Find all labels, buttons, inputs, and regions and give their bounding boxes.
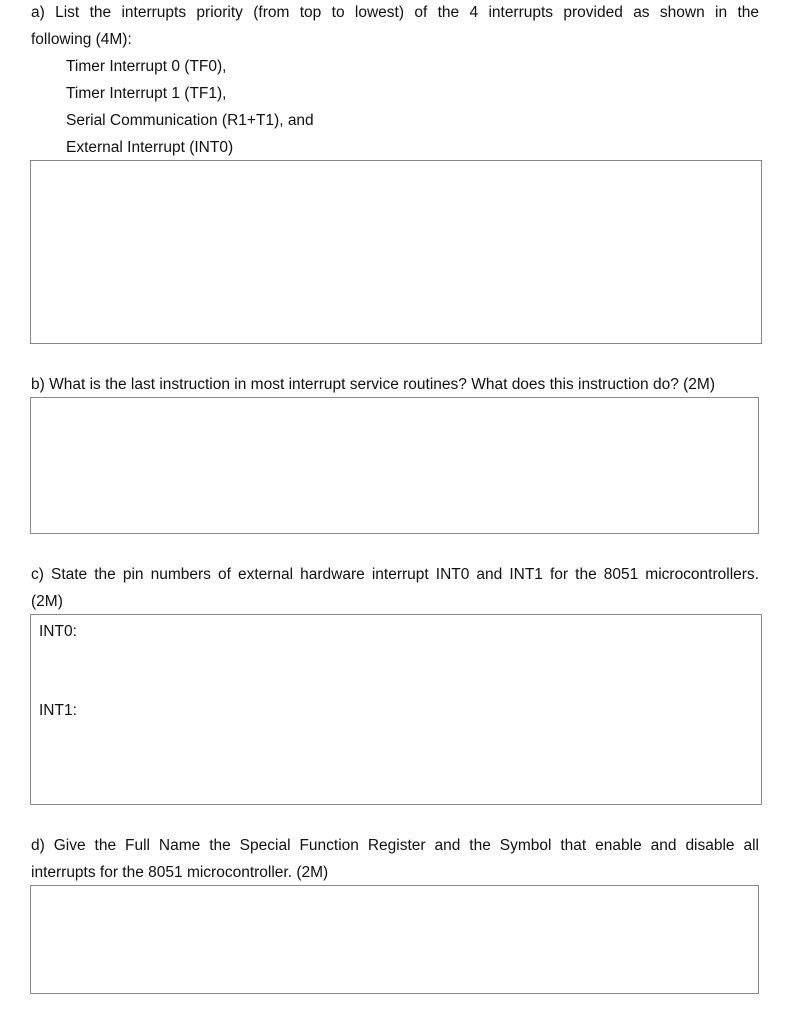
interrupt-list-item: External Interrupt (INT0) [66, 139, 234, 156]
question-b-text: b) What is the last instruction in most interrupt service routines? What does this instruction do? (2M) [31, 376, 716, 393]
question-d-text-line-2: interrupts for the 8051 microcontroller. (2M) [31, 864, 329, 881]
question-d-text-line-1: d) Give the Full Name the Special Function Register and the Symbol that enable and disable all [31, 837, 759, 854]
question-c-text-line-2: (2M) [31, 593, 63, 610]
question-a-text-line-1: a) List the interrupts priority (from top to lowest) of the 4 interrupts provided as shown in the [31, 4, 759, 21]
answer-box-b[interactable] [30, 397, 759, 534]
question-a-text-line-2: following (4M): [31, 31, 132, 48]
int0-answer-label: INT0: [39, 623, 77, 640]
interrupt-list-item: Timer Interrupt 1 (TF1), [66, 85, 227, 102]
interrupt-list-item: Serial Communication (R1+T1), and [66, 112, 314, 129]
answer-box-c[interactable] [30, 614, 762, 805]
int1-answer-label: INT1: [39, 702, 77, 719]
interrupt-list-item: Timer Interrupt 0 (TF0), [66, 58, 227, 75]
answer-box-a[interactable] [30, 160, 762, 344]
question-c-text-line-1: c) State the pin numbers of external hardware interrupt INT0 and INT1 for the 8051 microcontrollers. [31, 566, 759, 583]
answer-box-d[interactable] [30, 885, 759, 994]
